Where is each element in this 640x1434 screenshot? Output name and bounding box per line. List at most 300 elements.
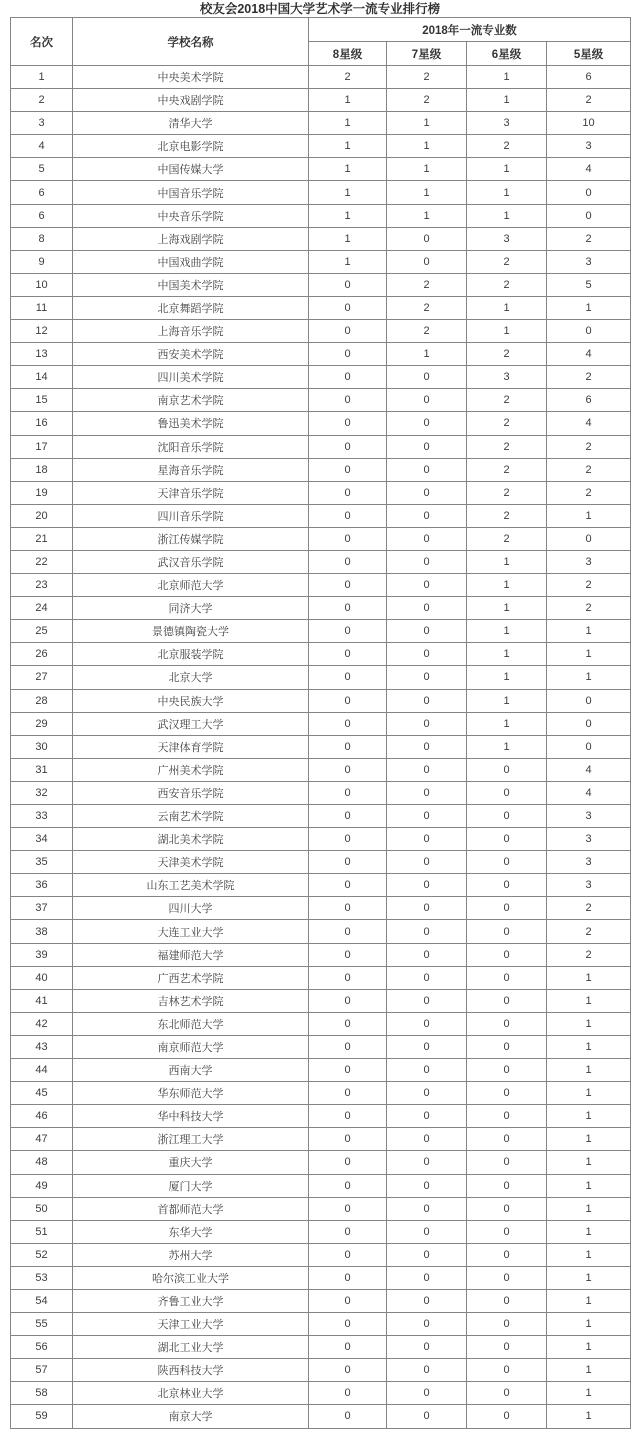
- school-cell: 浙江理工大学: [73, 1128, 309, 1151]
- star6-cell: 0: [467, 781, 547, 804]
- star6-cell: 2: [467, 250, 547, 273]
- star7-cell: 0: [387, 227, 467, 250]
- table-row: [11, 527, 631, 550]
- school-cell: 四川音乐学院: [73, 504, 309, 527]
- col-header-group: 2018年一流专业数: [309, 18, 631, 42]
- table-header: [11, 18, 631, 66]
- star5-cell: 2: [547, 920, 631, 943]
- star6-cell: 0: [467, 1289, 547, 1312]
- table-row: [11, 1382, 631, 1405]
- star5-cell: 2: [547, 943, 631, 966]
- school-cell: 南京师范大学: [73, 1035, 309, 1058]
- star7-cell: 0: [387, 527, 467, 550]
- star8-cell: 0: [309, 781, 387, 804]
- star7-cell: 0: [387, 1059, 467, 1082]
- star5-cell: 4: [547, 158, 631, 181]
- star6-cell: 0: [467, 943, 547, 966]
- table-row: [11, 1151, 631, 1174]
- rank-cell: 12: [11, 320, 73, 343]
- star5-cell: 1: [547, 1266, 631, 1289]
- rank-cell: 4: [11, 135, 73, 158]
- table-row: [11, 1289, 631, 1312]
- school-cell: 中国音乐学院: [73, 181, 309, 204]
- rank-cell: 16: [11, 412, 73, 435]
- school-cell: 北京林业大学: [73, 1382, 309, 1405]
- star6-cell: 0: [467, 874, 547, 897]
- star8-cell: 0: [309, 758, 387, 781]
- school-cell: 中央音乐学院: [73, 204, 309, 227]
- star7-cell: 0: [387, 1405, 467, 1428]
- star6-cell: 0: [467, 1035, 547, 1058]
- star5-cell: 0: [547, 320, 631, 343]
- school-cell: 东华大学: [73, 1220, 309, 1243]
- table-row: [11, 296, 631, 319]
- school-cell: 北京电影学院: [73, 135, 309, 158]
- star5-cell: 1: [547, 1405, 631, 1428]
- star6-cell: 2: [467, 412, 547, 435]
- school-cell: 景德镇陶瓷大学: [73, 620, 309, 643]
- star7-cell: 1: [387, 204, 467, 227]
- star8-cell: 0: [309, 1382, 387, 1405]
- school-cell: 武汉理工大学: [73, 712, 309, 735]
- star8-cell: 0: [309, 1059, 387, 1082]
- star6-cell: 0: [467, 851, 547, 874]
- rank-cell: 11: [11, 296, 73, 319]
- school-cell: 中国传媒大学: [73, 158, 309, 181]
- star6-cell: 2: [467, 273, 547, 296]
- star8-cell: 0: [309, 1082, 387, 1105]
- star8-cell: 0: [309, 851, 387, 874]
- star8-cell: 1: [309, 250, 387, 273]
- star8-cell: 0: [309, 273, 387, 296]
- star7-cell: 0: [387, 1174, 467, 1197]
- star5-cell: 1: [547, 296, 631, 319]
- school-cell: 广州美术学院: [73, 758, 309, 781]
- star5-cell: 2: [547, 227, 631, 250]
- star5-cell: 2: [547, 897, 631, 920]
- star6-cell: 1: [467, 89, 547, 112]
- star6-cell: 0: [467, 1174, 547, 1197]
- table-row: [11, 1128, 631, 1151]
- star8-cell: 0: [309, 1035, 387, 1058]
- star8-cell: 0: [309, 412, 387, 435]
- star6-cell: 0: [467, 1243, 547, 1266]
- school-cell: 中央戏剧学院: [73, 89, 309, 112]
- rank-cell: 41: [11, 989, 73, 1012]
- table-row: [11, 112, 631, 135]
- rank-cell: 55: [11, 1313, 73, 1336]
- school-cell: 华中科技大学: [73, 1105, 309, 1128]
- star5-cell: 1: [547, 504, 631, 527]
- star5-cell: 1: [547, 620, 631, 643]
- star8-cell: 0: [309, 597, 387, 620]
- table-row: [11, 66, 631, 89]
- star5-cell: 10: [547, 112, 631, 135]
- star7-cell: 0: [387, 851, 467, 874]
- rank-cell: 31: [11, 758, 73, 781]
- star7-cell: 0: [387, 574, 467, 597]
- star8-cell: 0: [309, 1336, 387, 1359]
- school-cell: 厦门大学: [73, 1174, 309, 1197]
- table-row: [11, 550, 631, 573]
- rank-cell: 53: [11, 1266, 73, 1289]
- rank-cell: 24: [11, 597, 73, 620]
- rank-cell: 14: [11, 366, 73, 389]
- star7-cell: 1: [387, 343, 467, 366]
- table-row: [11, 1243, 631, 1266]
- school-cell: 云南艺术学院: [73, 805, 309, 828]
- star5-cell: 2: [547, 574, 631, 597]
- star7-cell: 0: [387, 712, 467, 735]
- star6-cell: 2: [467, 343, 547, 366]
- rank-cell: 39: [11, 943, 73, 966]
- star8-cell: 0: [309, 389, 387, 412]
- rank-cell: 19: [11, 481, 73, 504]
- star6-cell: 1: [467, 320, 547, 343]
- star6-cell: 0: [467, 1313, 547, 1336]
- star7-cell: 0: [387, 1035, 467, 1058]
- rank-cell: 57: [11, 1359, 73, 1382]
- school-cell: 重庆大学: [73, 1151, 309, 1174]
- star8-cell: 1: [309, 181, 387, 204]
- table-row: [11, 574, 631, 597]
- rank-cell: 3: [11, 112, 73, 135]
- star7-cell: 0: [387, 966, 467, 989]
- star6-cell: 2: [467, 135, 547, 158]
- rank-cell: 10: [11, 273, 73, 296]
- table-row: [11, 273, 631, 296]
- table-row: [11, 712, 631, 735]
- star7-cell: 2: [387, 320, 467, 343]
- school-cell: 北京大学: [73, 666, 309, 689]
- star5-cell: 3: [547, 550, 631, 573]
- rank-cell: 56: [11, 1336, 73, 1359]
- table-row: [11, 897, 631, 920]
- rank-cell: 42: [11, 1012, 73, 1035]
- school-cell: 广西艺术学院: [73, 966, 309, 989]
- school-cell: 西安美术学院: [73, 343, 309, 366]
- star6-cell: 3: [467, 366, 547, 389]
- table-row: [11, 1359, 631, 1382]
- table-row: [11, 366, 631, 389]
- table-row: [11, 851, 631, 874]
- star6-cell: 0: [467, 989, 547, 1012]
- school-cell: 天津体育学院: [73, 735, 309, 758]
- star8-cell: 1: [309, 204, 387, 227]
- star5-cell: 3: [547, 250, 631, 273]
- rank-cell: 28: [11, 689, 73, 712]
- school-cell: 天津美术学院: [73, 851, 309, 874]
- school-cell: 南京大学: [73, 1405, 309, 1428]
- star8-cell: 0: [309, 435, 387, 458]
- col-header-star8: 8星级: [309, 42, 387, 66]
- star7-cell: 1: [387, 135, 467, 158]
- star8-cell: 2: [309, 66, 387, 89]
- star8-cell: 1: [309, 227, 387, 250]
- school-cell: 上海戏剧学院: [73, 227, 309, 250]
- rank-cell: 35: [11, 851, 73, 874]
- rank-cell: 29: [11, 712, 73, 735]
- table-row: [11, 181, 631, 204]
- star6-cell: 1: [467, 158, 547, 181]
- table-row: [11, 412, 631, 435]
- star5-cell: 2: [547, 366, 631, 389]
- table-row: [11, 874, 631, 897]
- school-cell: 四川美术学院: [73, 366, 309, 389]
- star7-cell: 0: [387, 412, 467, 435]
- star7-cell: 0: [387, 1012, 467, 1035]
- star8-cell: 0: [309, 897, 387, 920]
- school-cell: 齐鲁工业大学: [73, 1289, 309, 1312]
- star7-cell: 0: [387, 1105, 467, 1128]
- school-cell: 哈尔滨工业大学: [73, 1266, 309, 1289]
- rank-cell: 40: [11, 966, 73, 989]
- table-row: [11, 689, 631, 712]
- table-row: [11, 158, 631, 181]
- star5-cell: 1: [547, 1336, 631, 1359]
- rank-cell: 21: [11, 527, 73, 550]
- star5-cell: 2: [547, 481, 631, 504]
- star6-cell: 0: [467, 1382, 547, 1405]
- school-cell: 清华大学: [73, 112, 309, 135]
- star5-cell: 6: [547, 66, 631, 89]
- rank-cell: 20: [11, 504, 73, 527]
- rank-cell: 48: [11, 1151, 73, 1174]
- table-row: [11, 227, 631, 250]
- star7-cell: 0: [387, 1266, 467, 1289]
- star7-cell: 0: [387, 1151, 467, 1174]
- star7-cell: 0: [387, 481, 467, 504]
- star8-cell: 0: [309, 296, 387, 319]
- school-cell: 南京艺术学院: [73, 389, 309, 412]
- table-row: [11, 343, 631, 366]
- star8-cell: 0: [309, 1289, 387, 1312]
- star8-cell: 0: [309, 828, 387, 851]
- table-row: [11, 666, 631, 689]
- star5-cell: 1: [547, 966, 631, 989]
- star7-cell: 0: [387, 504, 467, 527]
- star7-cell: 0: [387, 805, 467, 828]
- star5-cell: 2: [547, 597, 631, 620]
- rank-cell: 44: [11, 1059, 73, 1082]
- star8-cell: 0: [309, 989, 387, 1012]
- school-cell: 武汉音乐学院: [73, 550, 309, 573]
- star6-cell: 1: [467, 296, 547, 319]
- rank-cell: 8: [11, 227, 73, 250]
- star8-cell: 0: [309, 643, 387, 666]
- star6-cell: 1: [467, 181, 547, 204]
- rank-cell: 6: [11, 181, 73, 204]
- table-row: [11, 1197, 631, 1220]
- star5-cell: 1: [547, 666, 631, 689]
- rank-cell: 26: [11, 643, 73, 666]
- star5-cell: 1: [547, 1012, 631, 1035]
- star5-cell: 3: [547, 828, 631, 851]
- table-row: [11, 504, 631, 527]
- table-body: [11, 66, 631, 1429]
- star7-cell: 0: [387, 943, 467, 966]
- star7-cell: 2: [387, 66, 467, 89]
- page-title: 校友会2018中国大学艺术学一流专业排行榜: [199, 2, 441, 16]
- star8-cell: 0: [309, 458, 387, 481]
- star8-cell: 0: [309, 1151, 387, 1174]
- table-row: [11, 1012, 631, 1035]
- star6-cell: 1: [467, 204, 547, 227]
- table-row: [11, 620, 631, 643]
- star5-cell: 3: [547, 805, 631, 828]
- table-row: [11, 1266, 631, 1289]
- star7-cell: 0: [387, 1313, 467, 1336]
- star6-cell: 2: [467, 504, 547, 527]
- rank-cell: 50: [11, 1197, 73, 1220]
- rank-cell: 54: [11, 1289, 73, 1312]
- rank-cell: 27: [11, 666, 73, 689]
- school-cell: 沈阳音乐学院: [73, 435, 309, 458]
- star5-cell: 4: [547, 758, 631, 781]
- star6-cell: 0: [467, 828, 547, 851]
- star8-cell: 0: [309, 1313, 387, 1336]
- col-header-school: 学校名称: [73, 18, 309, 66]
- rank-cell: 6: [11, 204, 73, 227]
- star8-cell: 0: [309, 481, 387, 504]
- star6-cell: 2: [467, 435, 547, 458]
- star5-cell: 2: [547, 435, 631, 458]
- table-row: [11, 1405, 631, 1428]
- star8-cell: 1: [309, 135, 387, 158]
- rank-cell: 36: [11, 874, 73, 897]
- rank-cell: 1: [11, 66, 73, 89]
- star6-cell: 0: [467, 1336, 547, 1359]
- star5-cell: 1: [547, 643, 631, 666]
- star7-cell: 0: [387, 828, 467, 851]
- star7-cell: 0: [387, 620, 467, 643]
- table-row: [11, 781, 631, 804]
- star6-cell: 1: [467, 689, 547, 712]
- star7-cell: 0: [387, 1243, 467, 1266]
- school-cell: 湖北工业大学: [73, 1336, 309, 1359]
- star5-cell: 3: [547, 851, 631, 874]
- star5-cell: 1: [547, 1035, 631, 1058]
- school-cell: 西安音乐学院: [73, 781, 309, 804]
- school-cell: 中国戏曲学院: [73, 250, 309, 273]
- star6-cell: 0: [467, 1405, 547, 1428]
- star5-cell: 3: [547, 874, 631, 897]
- school-cell: 苏州大学: [73, 1243, 309, 1266]
- star6-cell: 0: [467, 1220, 547, 1243]
- table-row: [11, 1174, 631, 1197]
- star7-cell: 0: [387, 897, 467, 920]
- star6-cell: 0: [467, 1359, 547, 1382]
- school-cell: 陕西科技大学: [73, 1359, 309, 1382]
- star5-cell: 0: [547, 689, 631, 712]
- school-cell: 四川大学: [73, 897, 309, 920]
- school-cell: 北京舞蹈学院: [73, 296, 309, 319]
- table-row: [11, 943, 631, 966]
- star7-cell: 0: [387, 1220, 467, 1243]
- table-row: [11, 735, 631, 758]
- star5-cell: 0: [547, 181, 631, 204]
- star6-cell: 0: [467, 1082, 547, 1105]
- star7-cell: 0: [387, 989, 467, 1012]
- star5-cell: 1: [547, 1313, 631, 1336]
- school-cell: 北京师范大学: [73, 574, 309, 597]
- school-cell: 天津工业大学: [73, 1313, 309, 1336]
- star5-cell: 6: [547, 389, 631, 412]
- rank-cell: 46: [11, 1105, 73, 1128]
- rank-cell: 15: [11, 389, 73, 412]
- rank-cell: 2: [11, 89, 73, 112]
- col-header-star6: 6星级: [467, 42, 547, 66]
- star6-cell: 2: [467, 527, 547, 550]
- rank-cell: 52: [11, 1243, 73, 1266]
- school-cell: 湖北美术学院: [73, 828, 309, 851]
- star5-cell: 0: [547, 712, 631, 735]
- table-row: [11, 989, 631, 1012]
- star8-cell: 0: [309, 620, 387, 643]
- rank-cell: 9: [11, 250, 73, 273]
- school-cell: 山东工艺美术学院: [73, 874, 309, 897]
- rank-cell: 49: [11, 1174, 73, 1197]
- col-header-star7: 7星级: [387, 42, 467, 66]
- star6-cell: 1: [467, 666, 547, 689]
- star7-cell: 2: [387, 89, 467, 112]
- school-cell: 东北师范大学: [73, 1012, 309, 1035]
- star7-cell: 0: [387, 1382, 467, 1405]
- star7-cell: 0: [387, 1197, 467, 1220]
- star5-cell: 1: [547, 1128, 631, 1151]
- star7-cell: 1: [387, 112, 467, 135]
- star8-cell: 1: [309, 89, 387, 112]
- rank-cell: 30: [11, 735, 73, 758]
- star7-cell: 0: [387, 1082, 467, 1105]
- star6-cell: 0: [467, 897, 547, 920]
- star8-cell: 0: [309, 1243, 387, 1266]
- rank-cell: 59: [11, 1405, 73, 1428]
- star5-cell: 0: [547, 735, 631, 758]
- rank-cell: 38: [11, 920, 73, 943]
- star6-cell: 0: [467, 1012, 547, 1035]
- rank-cell: 32: [11, 781, 73, 804]
- star7-cell: 0: [387, 735, 467, 758]
- school-cell: 同济大学: [73, 597, 309, 620]
- star6-cell: 0: [467, 805, 547, 828]
- rank-cell: 34: [11, 828, 73, 851]
- star6-cell: 1: [467, 550, 547, 573]
- star6-cell: 0: [467, 1059, 547, 1082]
- star6-cell: 1: [467, 574, 547, 597]
- school-cell: 中央美术学院: [73, 66, 309, 89]
- star6-cell: 0: [467, 1128, 547, 1151]
- star5-cell: 5: [547, 273, 631, 296]
- star5-cell: 1: [547, 1174, 631, 1197]
- star8-cell: 0: [309, 1266, 387, 1289]
- star5-cell: 1: [547, 1082, 631, 1105]
- star8-cell: 0: [309, 574, 387, 597]
- school-cell: 首都师范大学: [73, 1197, 309, 1220]
- school-cell: 上海音乐学院: [73, 320, 309, 343]
- star5-cell: 1: [547, 1151, 631, 1174]
- table-row: [11, 1313, 631, 1336]
- rank-cell: 47: [11, 1128, 73, 1151]
- rank-cell: 23: [11, 574, 73, 597]
- star8-cell: 0: [309, 1405, 387, 1428]
- table-row: [11, 1220, 631, 1243]
- star6-cell: 1: [467, 643, 547, 666]
- table-row: [11, 458, 631, 481]
- star5-cell: 2: [547, 89, 631, 112]
- table-row: [11, 828, 631, 851]
- star6-cell: 0: [467, 1151, 547, 1174]
